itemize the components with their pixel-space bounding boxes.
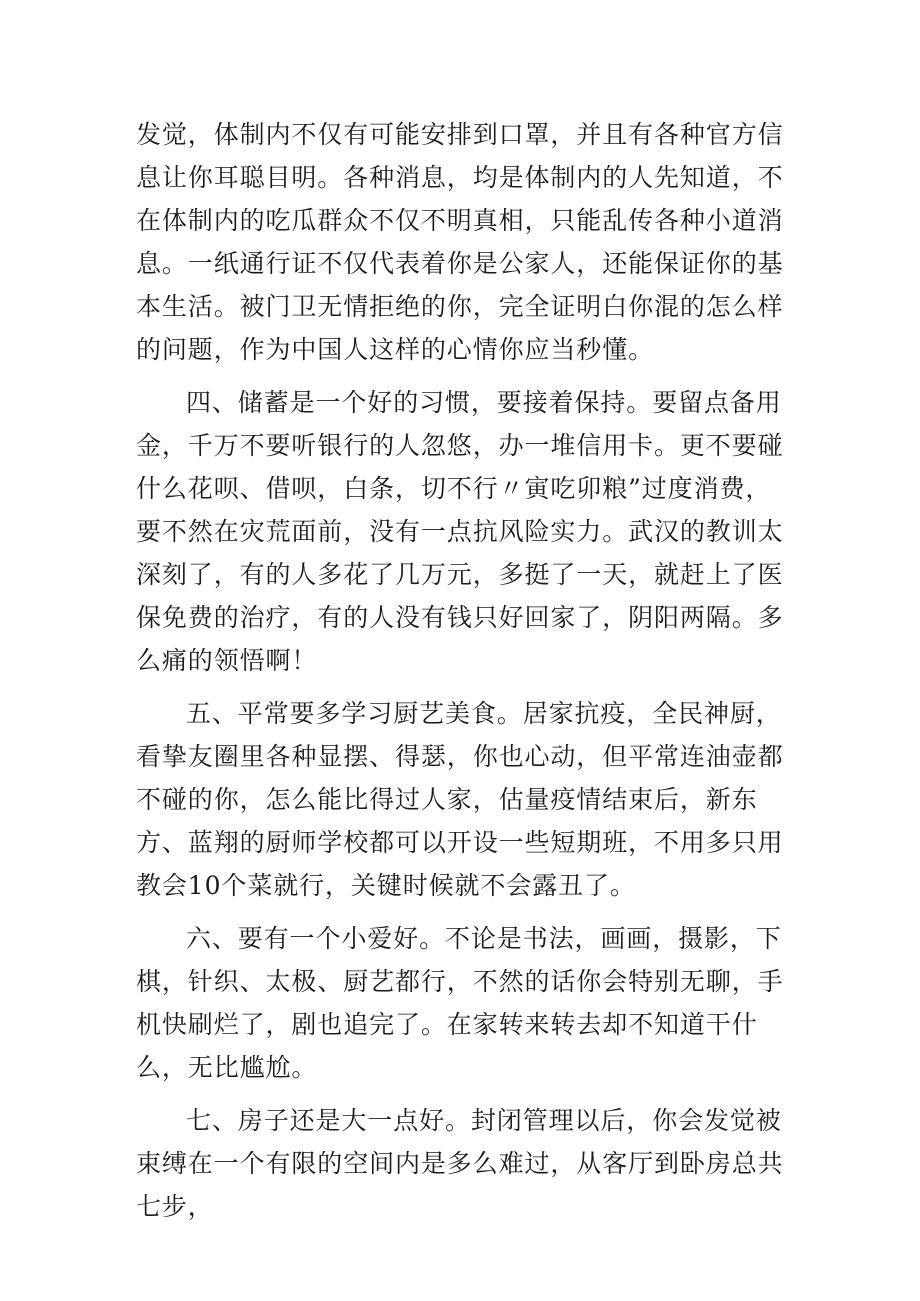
paragraph-continuation: 发觉，体制内不仅有可能安排到口罩，并且有各种官方信息让你耳聪目明。各种消息，均是体制内的人先知道，不在体制内的吃瓜群众不仅不明真相，只能乱传各种小道消息。一纸通行证不仅代表着你是公家人，还能保证你的基本生活。被门卫无情拒绝的你，完全证明白你混的怎么样的问题，作为中国人这样的心情你应当秒懂。 <box>136 120 784 364</box>
paragraph-savings: 四、储蓄是一个好的习惯，要接着保持。要留点备用金，千万不要听银行的人忽悠，办一堆信用卡。更不要碰什么花呗、借呗，白条，切不行〃寅吃卯粮”过度消费，要不然在灾荒面前，没有一点抗风险实力。武汉的教训太深刻了，有的人多花了几万元，多挺了一天，就赶上了医保免费的治疗，有的人没有钱只好回家了，阴阳两隔。多么痛的领悟啊！ <box>136 388 784 675</box>
paragraph-cooking: 五、平常要多学习厨艺美食。居家抗疫，全民神厨，看挚友圈里各种显摆、得瑟，你也心动，但平常连油壶都不碰的你，怎么能比得过人家，估量疫情结束后，新东方、蓝翔的厨师学校都可以开设一些短期班，不用多只用教会10个菜就行，关键时候就不会露丑了。 <box>136 699 784 900</box>
paragraph-hobby: 六、要有一个小爱好。不论是书法，画画，摄影，下棋，针织、太极、厨艺都行，不然的话你会特别无聊，手机快刷烂了，剧也追完了。在家转来转去却不知道干什么，无比尴尬。 <box>136 924 784 1082</box>
document-body <box>136 113 796 1238</box>
paragraph-house: 七、房子还是大一点好。封闭管理以后，你会发觉被束缚在一个有限的空间内是多么难过，从客厅到卧房总共七步， <box>136 1106 784 1221</box>
